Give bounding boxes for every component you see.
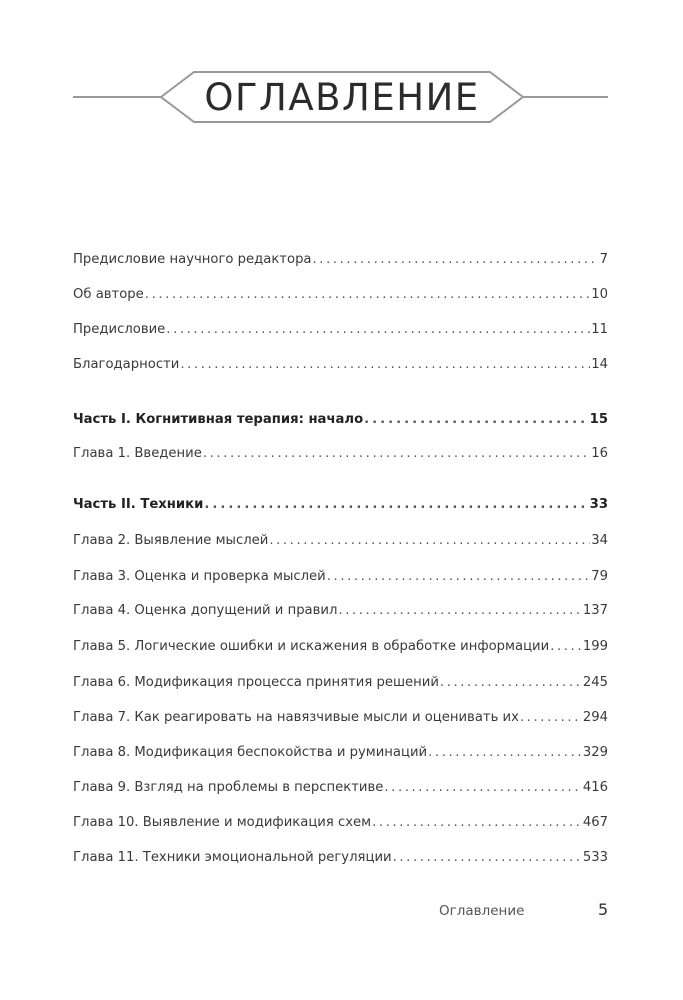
toc-entry-page: 10 xyxy=(591,287,608,302)
toc-entry-page: 79 xyxy=(591,569,608,584)
dot-leader xyxy=(393,849,582,867)
dot-leader xyxy=(372,814,582,832)
toc-entry-label: Глава 4. Оценка допущений и правил xyxy=(73,603,338,618)
toc-entry-page: 294 xyxy=(582,710,608,725)
toc-entry[interactable] xyxy=(73,532,608,550)
toc-entry-label: Благодарности xyxy=(73,357,180,372)
dot-leader xyxy=(338,602,581,620)
dot-leader xyxy=(550,638,582,656)
dot-leader xyxy=(166,321,590,339)
toc-entry-label: Глава 8. Модификация беспокойства и руминаций xyxy=(73,745,428,760)
toc-entry[interactable] xyxy=(73,638,608,656)
dot-leader xyxy=(327,568,590,586)
toc-entry[interactable] xyxy=(73,814,608,832)
page-number: 5 xyxy=(598,900,609,919)
toc-entry-label: Глава 7. Как реагировать на навязчивые мысли и оценивать их xyxy=(73,710,519,725)
dot-leader xyxy=(180,356,590,374)
toc-entry-label: Предисловие научного редактора xyxy=(73,252,312,267)
toc-entry-page: 137 xyxy=(582,603,608,618)
toc-entry[interactable] xyxy=(73,286,608,304)
running-footer-section: Оглавление xyxy=(439,903,525,919)
toc-entry-page: 14 xyxy=(591,357,608,372)
toc-entry[interactable] xyxy=(73,674,608,692)
toc-entry-page: 416 xyxy=(582,780,608,795)
toc-entry-page: 33 xyxy=(589,497,608,512)
toc-entry-label: Часть II. Техники xyxy=(73,497,204,512)
toc-entry-label: Глава 9. Взгляд на проблемы в перспективе xyxy=(73,780,384,795)
toc-entry[interactable] xyxy=(73,568,608,586)
toc-entry[interactable] xyxy=(73,849,608,867)
toc-entry-label: Глава 1. Введение xyxy=(73,446,202,461)
toc-entry-label: Глава 5. Логические ошибки и искажения в обработке информации xyxy=(73,639,550,654)
toc-entry-page: 16 xyxy=(591,446,608,461)
toc-entry-label: Глава 2. Выявление мыслей xyxy=(73,533,269,548)
toc-entry-label: Предисловие xyxy=(73,322,166,337)
toc-entry-label: Часть I. Когнитивная терапия: начало xyxy=(73,412,364,427)
toc-entry-page: 15 xyxy=(589,412,608,427)
page-title: ОГЛАВЛЕНИЕ xyxy=(204,76,480,119)
toc-entry[interactable] xyxy=(73,356,608,374)
toc-entry[interactable] xyxy=(73,321,608,339)
dot-leader xyxy=(269,532,590,550)
dot-leader xyxy=(313,251,599,269)
toc-entry[interactable] xyxy=(73,445,608,463)
dot-leader xyxy=(384,779,581,797)
dot-leader xyxy=(520,709,582,727)
toc-entry[interactable] xyxy=(73,709,608,727)
toc-entry[interactable] xyxy=(73,251,608,269)
toc-part-entry[interactable] xyxy=(73,496,608,514)
toc-entry-page: 329 xyxy=(582,745,608,760)
toc-entry-label: Глава 11. Техники эмоциональной регуляции xyxy=(73,850,392,865)
toc-part-entry[interactable] xyxy=(73,411,608,429)
toc-entry-page: 533 xyxy=(582,850,608,865)
toc-entry-label: Глава 3. Оценка и проверка мыслей xyxy=(73,569,326,584)
toc-entry-page: 199 xyxy=(582,639,608,654)
toc-entry-page: 11 xyxy=(591,322,608,337)
toc-entry-page: 7 xyxy=(599,252,608,267)
toc-entry-page: 34 xyxy=(591,533,608,548)
toc-entry-page: 467 xyxy=(582,815,608,830)
dot-leader xyxy=(203,445,590,463)
dot-leader xyxy=(364,411,589,429)
toc-entry-label: Глава 10. Выявление и модификация схем xyxy=(73,815,372,830)
toc-entry-label: Глава 6. Модификация процесса принятия решений xyxy=(73,675,439,690)
dot-leader xyxy=(145,286,590,304)
toc-entry[interactable] xyxy=(73,744,608,762)
toc-entry[interactable] xyxy=(73,602,608,620)
toc-entry-label: Об авторе xyxy=(73,287,144,302)
dot-leader xyxy=(204,496,588,514)
dot-leader xyxy=(428,744,582,762)
toc-entry[interactable] xyxy=(73,779,608,797)
toc-entry-page: 245 xyxy=(582,675,608,690)
dot-leader xyxy=(440,674,582,692)
